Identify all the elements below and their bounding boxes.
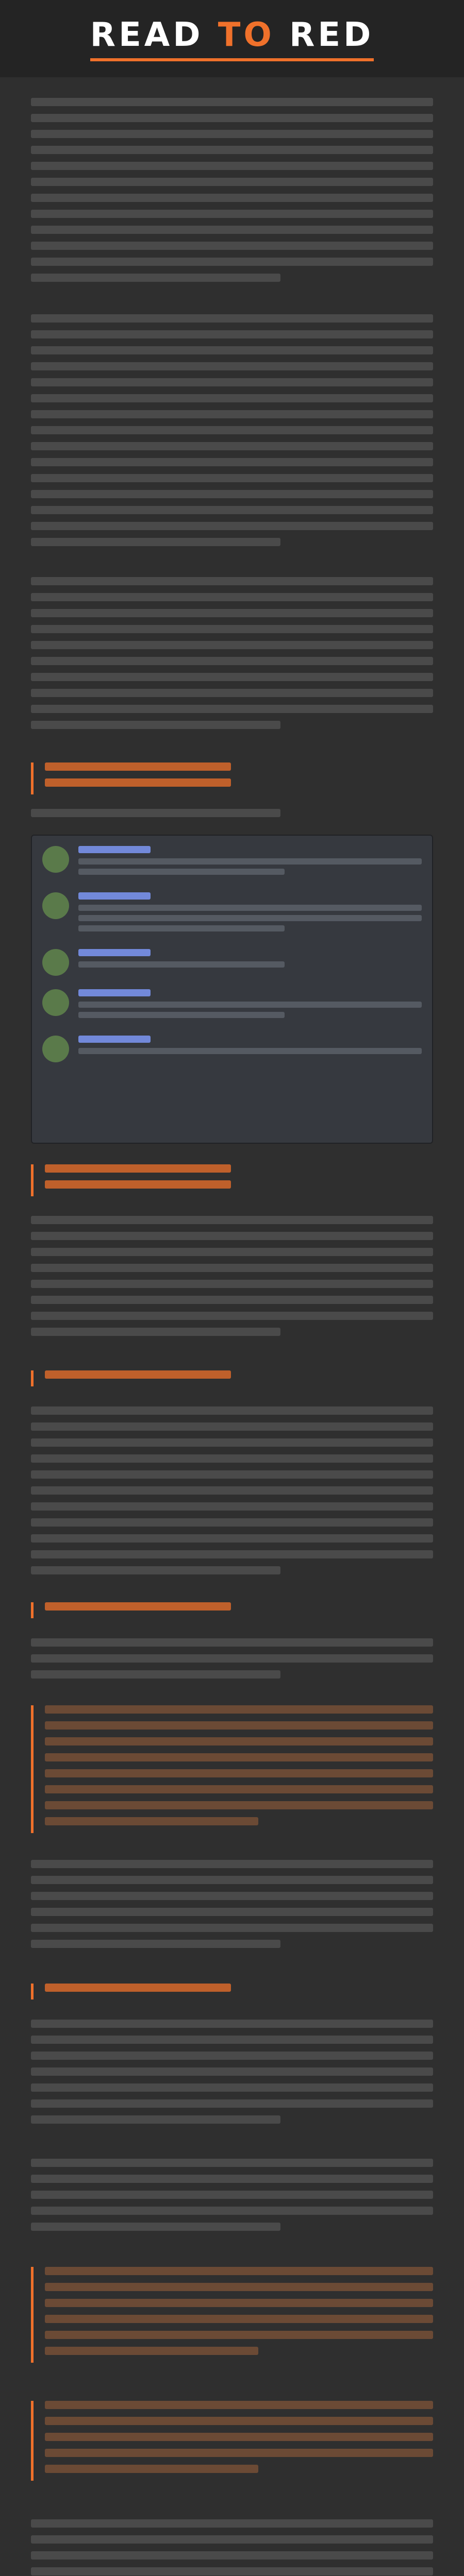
paragraph <box>31 2159 433 2239</box>
paragraph <box>31 809 433 825</box>
chat-message <box>42 949 422 976</box>
quote-comment <box>31 1370 433 1386</box>
quote-comment <box>31 762 433 794</box>
paragraph <box>31 1638 433 1686</box>
chat-message <box>42 1036 422 1062</box>
quote-comment <box>31 1164 433 1196</box>
paragraph <box>31 98 433 290</box>
site-logo[interactable] <box>90 16 374 61</box>
paragraph <box>31 577 433 737</box>
paragraph <box>31 2519 433 2576</box>
avatar <box>42 892 69 919</box>
chat-message <box>42 892 422 936</box>
paragraph <box>31 1860 433 1956</box>
avatar <box>42 989 69 1016</box>
avatar <box>42 1036 69 1062</box>
quote-comment <box>31 2401 433 2481</box>
chat-screenshot <box>31 835 433 1144</box>
paragraph <box>31 314 433 554</box>
quote-comment <box>31 1984 433 1999</box>
chat-message <box>42 846 422 879</box>
article-body <box>31 98 433 2576</box>
avatar <box>42 949 69 976</box>
logo-word-read: READ <box>90 16 204 54</box>
paragraph <box>31 2020 433 2131</box>
logo-word-to: TO <box>218 16 275 54</box>
paragraph <box>31 1216 433 1344</box>
chat-message <box>42 989 422 1022</box>
quote-comment <box>31 2267 433 2363</box>
quote-comment <box>31 1705 433 1833</box>
logo-word-red: RED <box>289 16 374 54</box>
quote-comment <box>31 1602 433 1618</box>
site-header <box>0 0 464 77</box>
paragraph <box>31 1406 433 1582</box>
avatar <box>42 846 69 873</box>
